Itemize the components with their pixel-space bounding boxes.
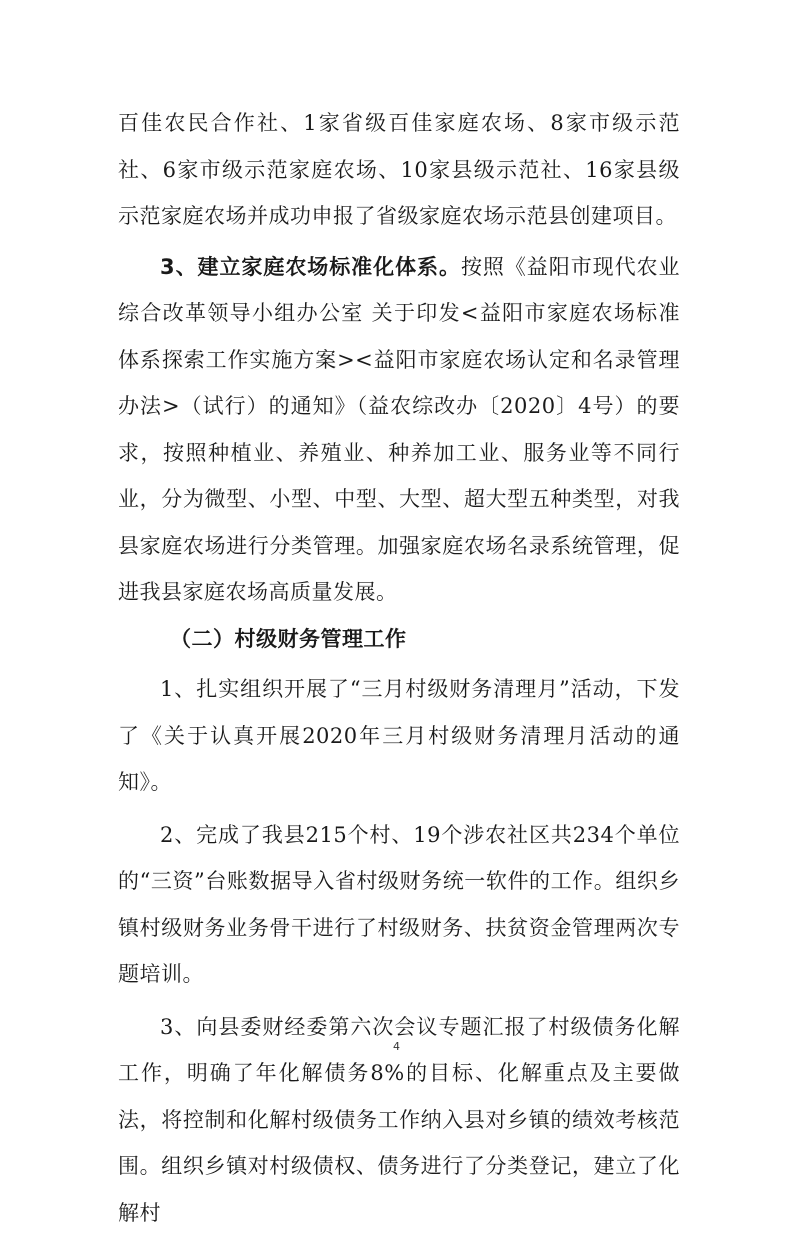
page-number: 4 xyxy=(0,1040,793,1053)
paragraph-heading: 3、建立家庭农场标准化体系。 xyxy=(160,255,461,279)
paragraph-body: 按照《益阳市现代农业综合改革领导小组办公室 关于印发<益阳市家庭农场标准体系探索工作实施方案><益阳市家庭农场认定和名录管理办法>（试行）的通知》（益农综改办〔2020〕4号）的要求，按照种植业、养殖业、种养加工业、服务业等不同行业，分为微型、小型、中型、大型、超大型五种类型，对我县家庭农场进行分类管理。加强家庭农场名录系统管理，促进我县家庭农场高质量发展。 xyxy=(118,255,680,605)
section-heading: （二）村级财务管理工作 xyxy=(118,616,680,663)
list-item-2: 2、完成了我县215个村、19个涉农社区共234个单位的“三资”台账数据导入省村级财务统一软件的工作。组织乡镇村级财务业务骨干进行了村级财务、扶贫资金管理两次专题培训。 xyxy=(118,812,680,998)
paragraph-continuation: 百佳农民合作社、1家省级百佳家庭农场、8家市级示范社、6家市级示范家庭农场、10家县级示范社、16家县级示范家庭农场并成功申报了省级家庭农场示范县创建项目。 xyxy=(118,100,680,240)
list-item-1: 1、扎实组织开展了“三月村级财务清理月”活动，下发了《关于认真开展2020年三月村级财务清理月活动的通知》。 xyxy=(118,666,680,806)
list-item-3: 3、向县委财经委第六次会议专题汇报了村级债务化解工作，明确了年化解债务8%的目标、化解重点及主要做法，将控制和化解村级债务工作纳入县对乡镇的绩效考核范围。组织乡镇对村级债权、债务进行了分类登记，建立了化解村 xyxy=(118,1004,680,1236)
paragraph-family-farm-standards xyxy=(118,244,680,616)
body-text xyxy=(118,100,680,1236)
